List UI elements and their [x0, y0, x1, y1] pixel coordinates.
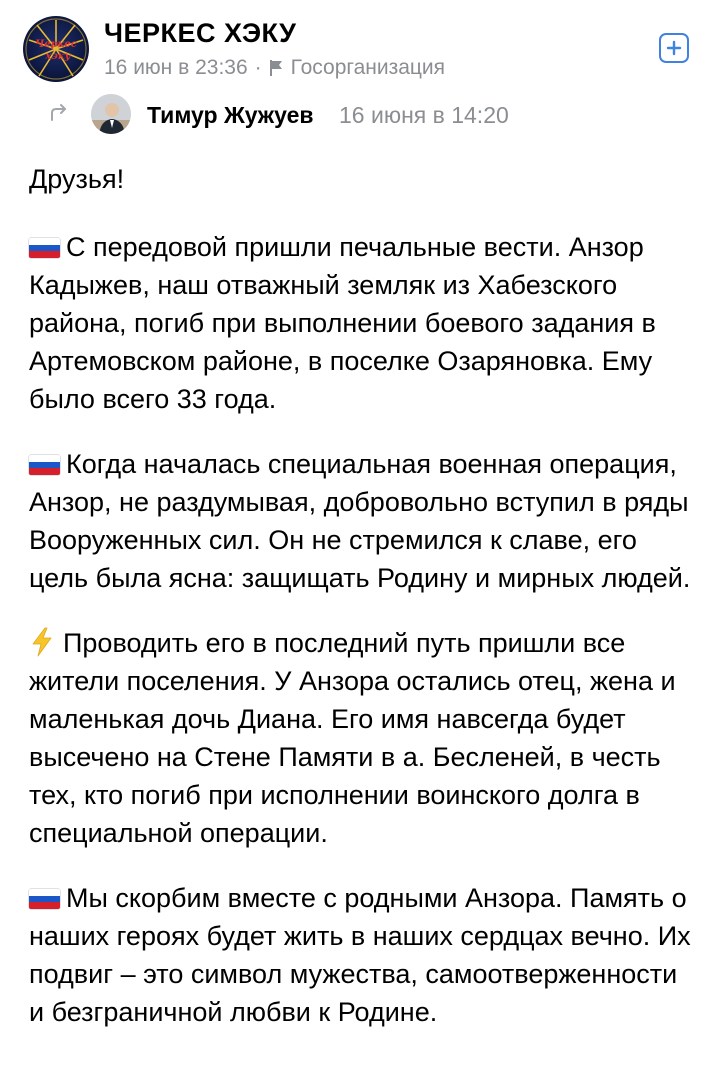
- group-avatar[interactable]: [23, 16, 89, 82]
- post-paragraph: [29, 879, 699, 1031]
- plus-icon: [665, 39, 683, 57]
- post-greeting: Друзья!: [29, 164, 125, 194]
- group-logo-icon: [23, 16, 89, 82]
- group-name[interactable]: ЧЕРКЕС ХЭКУ: [104, 18, 297, 48]
- author-post-time[interactable]: 16 июня в 14:20: [339, 102, 509, 128]
- post-paragraph: [29, 445, 699, 597]
- russia-flag-icon: [29, 889, 60, 909]
- paragraph-text: Проводить его в последний путь пришли все жители поселения. У Анзора остались отец, жена и маленькая дочь Диана. Его имя навсегда будет высечено на Стене Памяти в а. Бесленей, в честь тех, кто погиб при исполнении воинского долга в специальной операции.: [29, 628, 676, 848]
- svg-text:хэку: хэку: [45, 51, 71, 62]
- post-meta: [104, 56, 445, 80]
- author-photo-icon: [91, 94, 131, 134]
- paragraph-text: С передовой пришли печальные вести. Анзор Кадыжев, наш отважный земляк из Хабезского района, погиб при выполнении боевого задания в Артемовском районе, в поселке Озаряновка. Ему было всего 33 года.: [29, 232, 656, 414]
- russia-flag-icon: [29, 238, 60, 258]
- group-type: Госорганизация: [290, 56, 446, 79]
- post-date[interactable]: 16 июн в 23:36: [104, 56, 248, 79]
- author-avatar[interactable]: [91, 94, 131, 134]
- organization-flag-icon: [269, 59, 283, 77]
- repost-arrow-icon: [48, 102, 70, 124]
- lightning-icon: [29, 627, 55, 657]
- paragraph-text: Мы скорбим вместе с родными Анзора. Память о наших героях будет жить в наших сердцах вечно. Их подвиг – это символ мужества, самоотверженности и безграничной любви к Родине.: [29, 883, 691, 1027]
- meta-separator: ·: [254, 56, 262, 79]
- repost-source: [0, 94, 720, 138]
- post-paragraph: [29, 624, 699, 852]
- svg-text:Черкес: Черкес: [35, 39, 77, 50]
- author-name[interactable]: Тимур Жужуев: [147, 102, 314, 128]
- subscribe-button[interactable]: [659, 33, 689, 63]
- post-text: [29, 160, 699, 1058]
- russia-flag-icon: [29, 455, 60, 475]
- post-header: [0, 0, 720, 95]
- post-paragraph: [29, 228, 699, 418]
- paragraph-text: Когда началась специальная военная операция, Анзор, не раздумывая, добровольно вступил в ряды Вооруженных сил. Он не стремился к славе, его цель была ясна: защищать Родину и мирных людей.: [29, 449, 691, 593]
